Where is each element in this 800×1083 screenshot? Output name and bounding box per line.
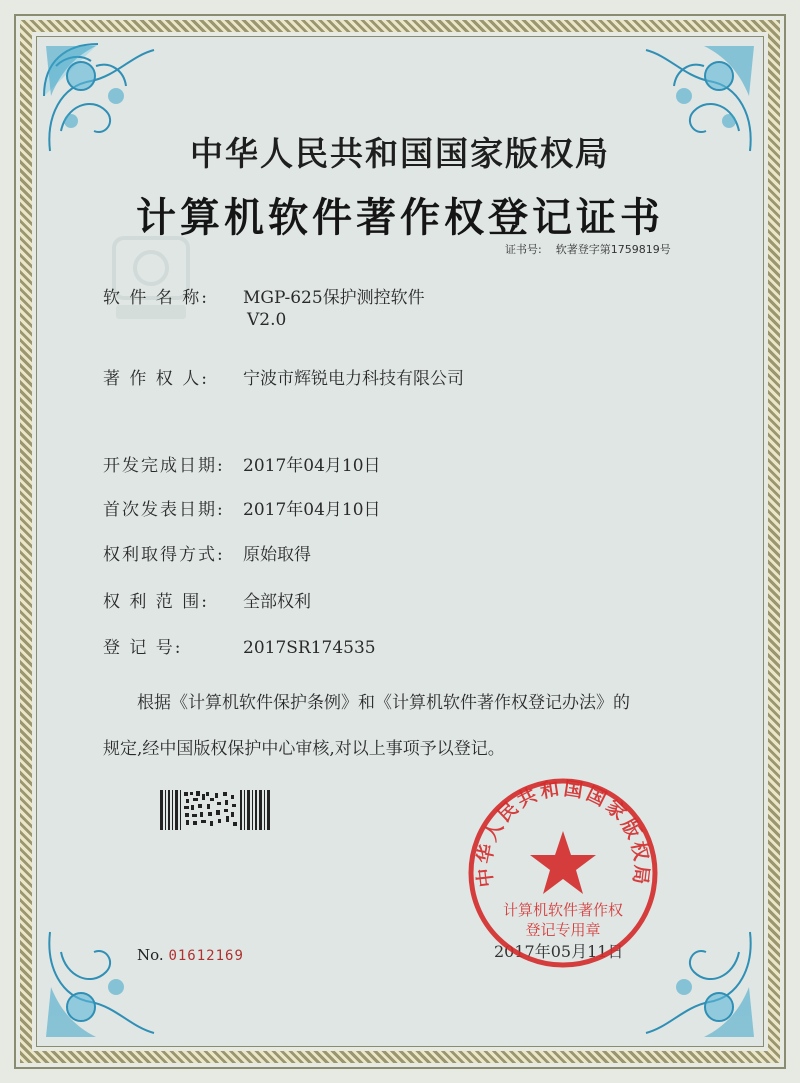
certificate-number xyxy=(505,241,671,257)
field-value: 全部权利 xyxy=(243,592,311,612)
statement-line-2: 规定,经中国版权保护中心审核,对以上事项予以登记。 xyxy=(103,739,505,759)
certificate-title: 计算机软件著作权登记证书 xyxy=(136,194,664,241)
field-value: 2017SR174535 xyxy=(243,638,376,658)
barcode-icon xyxy=(160,790,270,830)
field-value: 原始取得 xyxy=(243,545,311,565)
seal-inner-line-2: 登记专用章 xyxy=(525,921,601,939)
serial-no-label: No. xyxy=(137,946,164,964)
field-software-name xyxy=(103,283,425,330)
corner-ornament-bottom-left xyxy=(36,917,166,1047)
statement-line-1: 根据《计算机软件保护条例》和《计算机软件著作权登记办法》的 xyxy=(137,693,630,713)
watermark-logo-icon xyxy=(106,230,196,325)
field-value-version: V2.0 xyxy=(247,310,287,330)
seal-outer-text: 中华人民共和国国家版权局 xyxy=(473,777,653,889)
field-copyright-owner xyxy=(103,364,464,389)
field-label: 登 记 号: xyxy=(103,638,183,658)
field-label: 软 件 名 称: xyxy=(103,288,209,308)
field-rights-scope xyxy=(103,587,311,612)
field-label: 著 作 权 人: xyxy=(103,369,209,389)
seal-star-icon xyxy=(530,831,596,894)
cert-no-label: 证书号: xyxy=(505,243,542,256)
field-value: 2017年04月10日 xyxy=(243,456,381,476)
cert-no-value: 软著登字第1759819号 xyxy=(555,243,671,256)
field-label: 权利取得方式: xyxy=(103,545,225,565)
official-seal xyxy=(463,773,663,973)
field-label: 首次发表日期: xyxy=(103,500,225,520)
field-completion-date xyxy=(103,451,381,476)
field-label: 开发完成日期: xyxy=(103,456,225,476)
field-acquisition-method xyxy=(103,540,311,565)
seal-inner-line-1: 计算机软件著作权 xyxy=(502,901,624,919)
field-value: 2017年04月10日 xyxy=(243,500,381,520)
serial-number xyxy=(137,946,244,964)
issue-date: 2017年05月11日 xyxy=(494,942,624,961)
field-publish-date xyxy=(103,495,381,520)
agency-title: 中华人民共和国国家版权局 xyxy=(190,134,610,173)
serial-no-value: 01612169 xyxy=(168,948,244,964)
field-value: MGP-625保护测控软件 xyxy=(243,288,425,308)
field-registration-number xyxy=(103,633,376,658)
field-value: 宁波市辉锐电力科技有限公司 xyxy=(243,369,464,389)
field-label: 权 利 范 围: xyxy=(103,592,209,612)
